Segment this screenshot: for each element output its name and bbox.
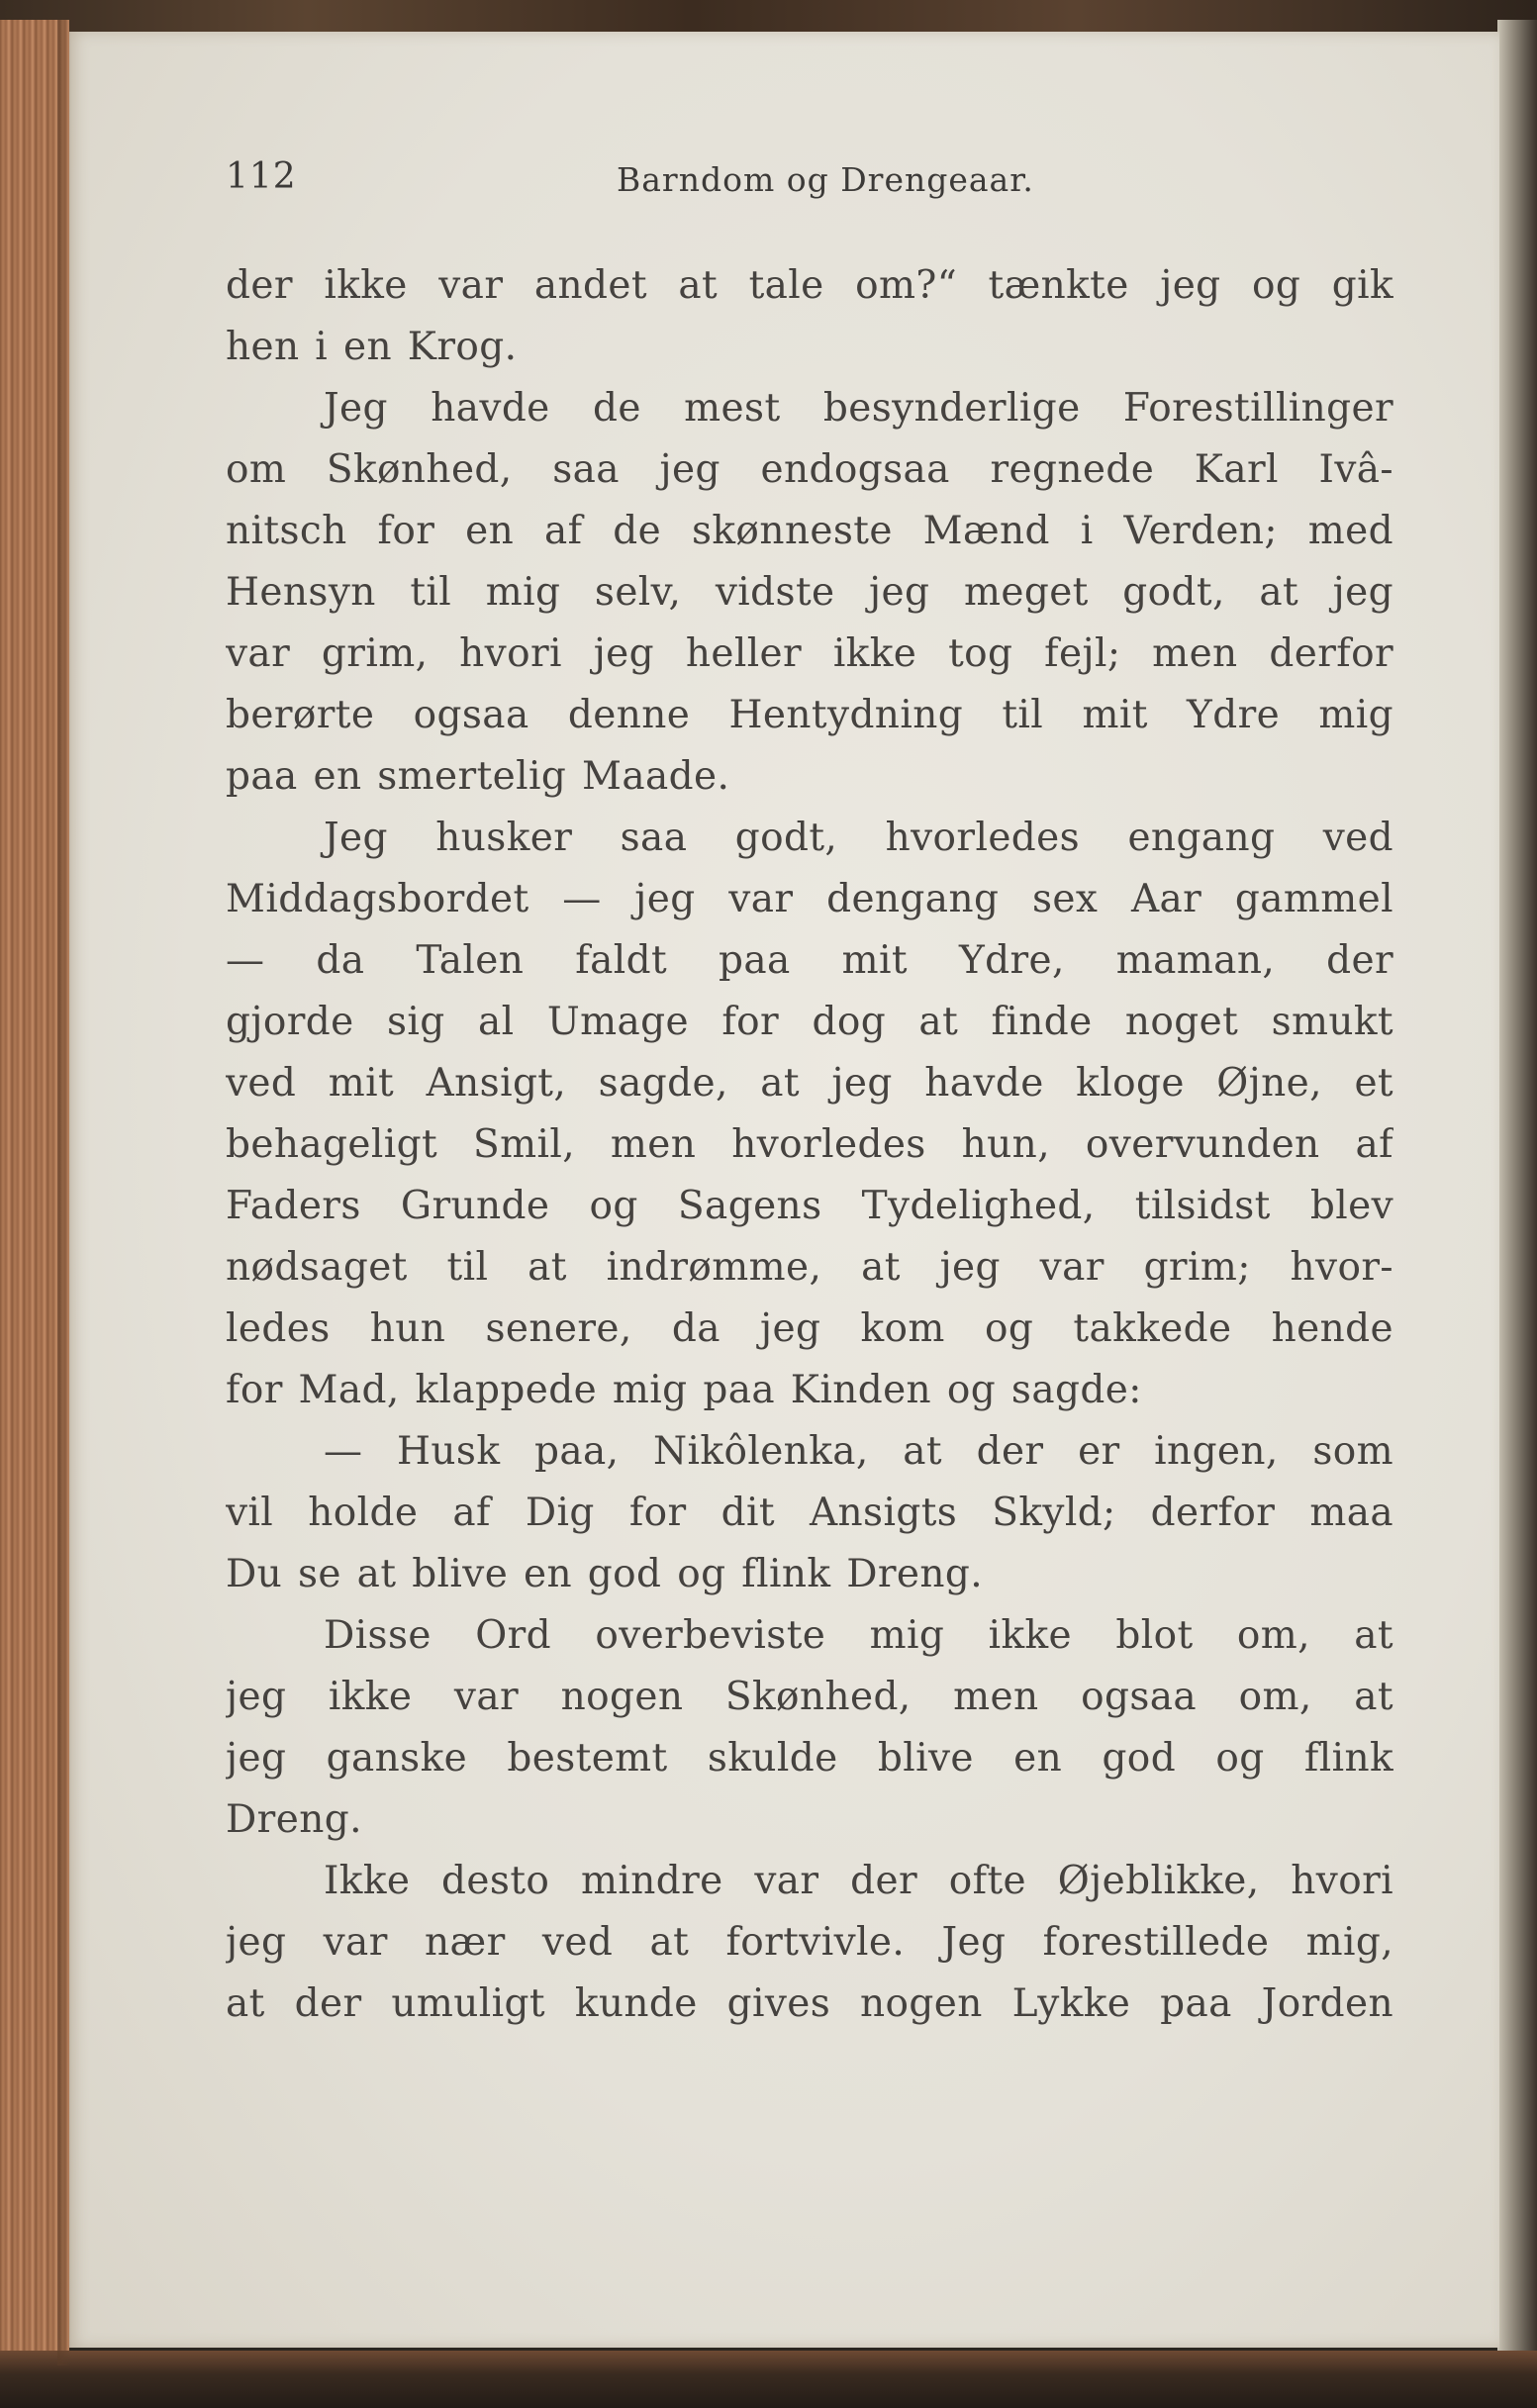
text-line: paa en smertelig Maade. — [226, 754, 730, 799]
text-line: — da Talen faldt paa mit Ydre, maman, der — [226, 938, 1393, 983]
text-line: der ikke var andet at tale om?“ tænkte jeg og gik — [226, 263, 1393, 308]
text-line: Disse Ord overbeviste mig ikke blot om, at — [324, 1613, 1393, 1658]
text-line: ved mit Ansigt, sagde, at jeg havde kloge Øjne, et — [226, 1061, 1393, 1106]
text-line: Jeg husker saa godt, hvorledes engang ved — [324, 816, 1393, 860]
text-line: om Skønhed, saa jeg endogsaa regnede Karl Ivâ- — [226, 447, 1393, 492]
text-line: nødsaget til at indrømme, at jeg var grim; hvor- — [226, 1245, 1393, 1290]
text-line: for Mad, klappede mig paa Kinden og sagde: — [226, 1368, 1142, 1412]
text-line: vil holde af Dig for dit Ansigts Skyld; derfor maa — [226, 1491, 1393, 1535]
running-title: Barndom og Drengeaar. — [617, 160, 1034, 199]
text-line: jeg ganske bestemt skulde blive en god og flink — [226, 1736, 1393, 1781]
text-line: Faders Grunde og Sagens Tydelighed, tilsidst blev — [226, 1184, 1393, 1228]
book-cover-top-edge — [0, 0, 1537, 36]
text-line: at der umuligt kunde gives nogen Lykke paa Jorden — [226, 1981, 1393, 2026]
text-line: Du se at blive en god og flink Dreng. — [226, 1552, 984, 1596]
text-line: berørte ogsaa denne Hentydning til mit Ydre mig — [226, 693, 1393, 737]
text-line: Hensyn til mig selv, vidste jeg meget godt, at jeg — [226, 570, 1393, 615]
gutter-shadow — [57, 20, 71, 2365]
text-line: ledes hun senere, da jeg kom og takkede hende — [226, 1306, 1393, 1351]
text-line: Ikke desto mindre var der ofte Øjeblikke, hvori — [324, 1859, 1393, 1903]
page-number: 112 — [226, 156, 297, 197]
text-line: hen i en Krog. — [226, 325, 518, 369]
text-line: behageligt Smil, men hvorledes hun, overvunden af — [226, 1122, 1393, 1167]
text-line: — Husk paa, Nikôlenka, at der er ingen, som — [324, 1429, 1393, 1474]
text-line: gjorde sig al Umage for dog at finde noget smukt — [226, 1000, 1393, 1044]
text-line: jeg ikke var nogen Skønhed, men ogsaa om, at — [226, 1675, 1393, 1719]
text-line: Dreng. — [226, 1797, 362, 1842]
text-line: var grim, hvori jeg heller ikke tog fejl; men derfor — [226, 631, 1393, 676]
text-line: Jeg havde de mest besynderlige Forestillinger — [324, 386, 1393, 431]
text-line: Middagsbordet — jeg var dengang sex Aar gammel — [226, 877, 1393, 921]
book-cover-bottom-edge — [0, 2351, 1537, 2408]
page-header — [226, 156, 1393, 216]
page-right-edge — [1497, 20, 1537, 2365]
text-line: nitsch for en af de skønneste Mænd i Verden; med — [226, 509, 1393, 553]
text-line: jeg var nær ved at fortvivle. Jeg forestillede mig, — [226, 1920, 1393, 1965]
body-text — [226, 255, 1393, 2035]
